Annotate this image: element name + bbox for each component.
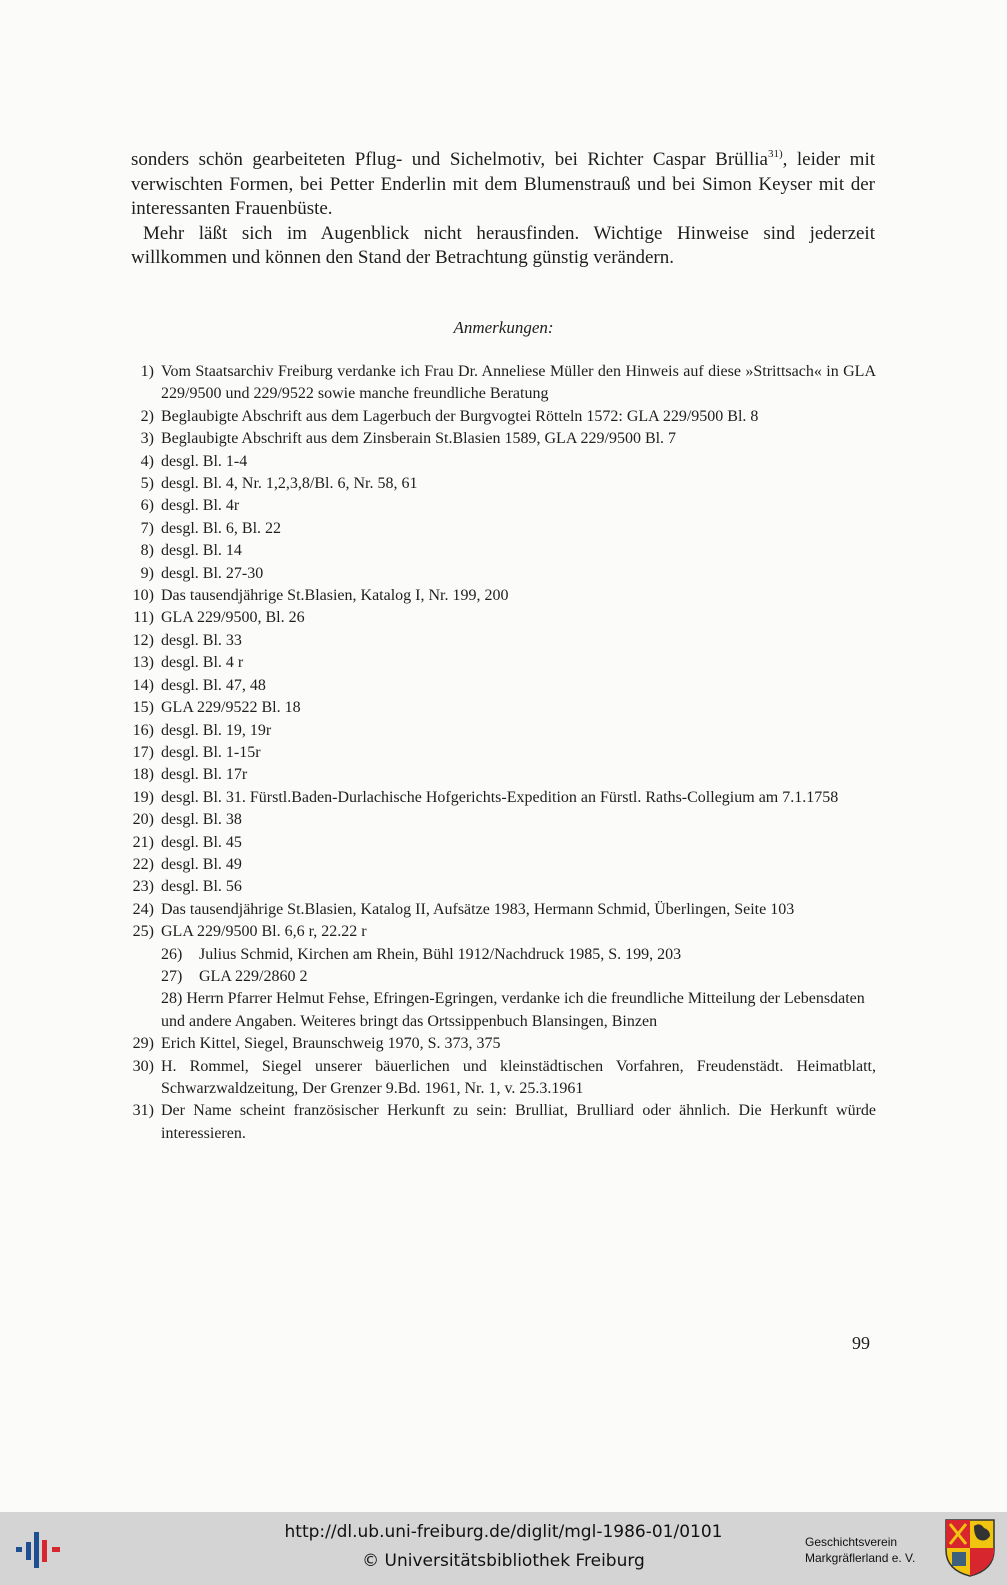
note-text: GLA 229/9500 Bl. 6,6 r, 22.22 r — [161, 923, 367, 941]
note-number: 17) — [132, 743, 154, 761]
note-text: desgl. Bl. 4 r — [161, 654, 244, 672]
note-text: Beglaubigte Abschrift aus dem Zinsberain St.Blasien 1589, GLA 229/9500 Bl. 7 — [161, 430, 677, 448]
note-number: 1) — [140, 363, 154, 380]
note-item — [124, 563, 876, 585]
note-text: desgl. Bl. 4r — [161, 497, 240, 515]
note-text: Beglaubigte Abschrift aus dem Lagerbuch der Burgvogtei Rötteln 1572: GLA 229/9500 Bl. 8 — [161, 407, 759, 425]
note-item — [124, 495, 876, 517]
society-name — [805, 1534, 935, 1566]
note-text: desgl. Bl. 27-30 — [161, 564, 264, 582]
note-item — [124, 966, 876, 988]
note-number: 29) — [132, 1035, 154, 1053]
note-number: 25) — [132, 923, 154, 941]
note-number: 6) — [140, 497, 154, 515]
note-number: 11) — [133, 609, 154, 627]
note-item — [124, 832, 876, 854]
note-item — [124, 540, 876, 562]
note-item — [124, 361, 876, 406]
note-number: 15) — [132, 699, 154, 717]
note-number: 22) — [132, 855, 154, 873]
note-text: Erich Kittel, Siegel, Braunschweig 1970, S. 373, 375 — [161, 1035, 501, 1053]
note-text: Das tausendjährige St.Blasien, Katalog I, Nr. 199, 200 — [161, 587, 509, 605]
note-text: Der Name scheint französischer Herkunft zu sein: Brulliat, Brulliard oder ähnlich. Die Herkunft würde interessieren. — [161, 1102, 876, 1142]
note-text: desgl. Bl. 56 — [161, 878, 242, 896]
note-text: desgl. Bl. 1-4 — [161, 452, 248, 470]
note-text: Julius Schmid, Kirchen am Rhein, Bühl 1912/Nachdruck 1985, S. 199, 203 — [199, 945, 682, 963]
note-number: 30) — [132, 1057, 154, 1075]
note-number: 16) — [132, 721, 154, 739]
coat-of-arms-icon — [944, 1518, 996, 1578]
note-number: 5) — [140, 475, 154, 493]
note-item — [124, 607, 876, 629]
note-number: 21) — [132, 833, 154, 851]
note-text: desgl. Bl. 31. Fürstl.Baden-Durlachische Hofgerichts-Expedition an Fürstl. Raths-Collegium am 7.1.1758 — [161, 788, 839, 806]
footer-url-link[interactable]: http://dl.ub.uni-freiburg.de/diglit/mgl-1986-01/0101 — [284, 1522, 723, 1542]
note-number: 14) — [132, 676, 154, 694]
note-text: desgl. Bl. 49 — [161, 855, 242, 873]
body-text — [131, 148, 875, 271]
note-text: desgl. Bl. 17r — [161, 766, 248, 784]
paragraph-1 — [131, 148, 875, 222]
note-item — [124, 451, 876, 473]
society-name-line2: Markgräflerland e. V. — [805, 1551, 916, 1565]
note-text: H. Rommel, Siegel unserer bäuerlichen und kleinstädtischen Vorfahren, Freudenstädt. Heimatblatt, Schwarzwaldzeitung, Der Grenzer 9.Bd. 1961, Nr. 1, v. 25.3.1961 — [161, 1057, 876, 1097]
note-item — [124, 720, 876, 742]
note-text: Das tausendjährige St.Blasien, Katalog II, Aufsätze 1983, Hermann Schmid, Überlingen, Seite 103 — [161, 900, 795, 918]
note-item — [124, 1033, 876, 1055]
note-number: 8) — [140, 542, 154, 560]
paragraph-1-text: sonders schön gearbeiteten Pflug- und Sichelmotiv, bei Richter Caspar Brüllia — [131, 149, 768, 170]
note-text: desgl. Bl. 38 — [161, 811, 242, 829]
note-item — [124, 921, 876, 943]
note-text: desgl. Bl. 14 — [161, 542, 242, 560]
note-text: desgl. Bl. 6, Bl. 22 — [161, 519, 282, 537]
note-text: GLA 229/2860 2 — [199, 967, 308, 985]
note-number: 24) — [132, 900, 154, 918]
note-number: 10) — [132, 587, 154, 605]
note-item — [124, 473, 876, 495]
note-item — [124, 697, 876, 719]
note-text: GLA 229/9500, Bl. 26 — [161, 609, 305, 627]
note-number: 27) — [161, 967, 183, 985]
paragraph-2: Mehr läßt sich im Augenblick nicht herausfinden. Wichtige Hinweise sind jederzeit willkommen und können den Stand der Betrachtung günstig verändern. — [131, 222, 875, 268]
note-item — [124, 899, 876, 921]
note-text: Herrn Pfarrer Helmut Fehse, Efringen-Egringen, verdanke ich die freundliche Mitteilung der Lebensdaten und andere Angaben. Weiteres bringt das Ortssippenbuch Blansingen, Binzen — [161, 990, 865, 1030]
note-item — [124, 944, 876, 966]
note-number: 3) — [140, 430, 154, 448]
note-number: 28) — [161, 990, 183, 1008]
note-item — [124, 585, 876, 607]
note-item — [124, 764, 876, 786]
footer-copyright: © Universitätsbibliothek Freiburg — [362, 1551, 645, 1571]
page-number: 99 — [852, 1333, 870, 1353]
note-item — [124, 518, 876, 540]
note-number: 20) — [132, 811, 154, 829]
note-item — [124, 630, 876, 652]
note-number: 12) — [132, 631, 154, 649]
note-item — [124, 854, 876, 876]
note-text: desgl. Bl. 19, 19r — [161, 721, 272, 739]
note-item — [124, 406, 876, 428]
note-item — [124, 652, 876, 674]
note-number: 26) — [161, 945, 183, 963]
notes-heading: Anmerkungen: — [453, 318, 554, 337]
footnote-ref-31: 31) — [767, 148, 783, 160]
note-text: desgl. Bl. 1-15r — [161, 743, 261, 761]
note-number: 2) — [140, 407, 154, 425]
note-number: 7) — [140, 519, 154, 537]
note-item — [124, 787, 876, 809]
note-item — [124, 876, 876, 898]
note-item — [124, 428, 876, 450]
society-name-line1: Geschichtsverein — [805, 1535, 898, 1549]
note-text: desgl. Bl. 4, Nr. 1,2,3,8/Bl. 6, Nr. 58, 61 — [161, 475, 418, 493]
footer-bar — [0, 1512, 1007, 1585]
note-number: 4) — [140, 452, 154, 470]
note-number: 23) — [132, 878, 154, 896]
note-number: 13) — [132, 654, 154, 672]
note-item — [124, 1056, 876, 1101]
note-item — [124, 1100, 876, 1145]
note-item — [124, 809, 876, 831]
note-item — [161, 988, 876, 1033]
note-item — [124, 742, 876, 764]
note-item — [124, 675, 876, 697]
note-text: Vom Staatsarchiv Freiburg verdanke ich Frau Dr. Anneliese Müller den Hinweis auf diese »Strittsach« in GLA 229/9500 und 229/9522 sowie manche freundliche Beratung — [161, 363, 876, 403]
note-number: 19) — [132, 788, 154, 806]
note-number: 31) — [132, 1102, 154, 1120]
note-text: GLA 229/9522 Bl. 18 — [161, 699, 301, 717]
note-text: desgl. Bl. 33 — [161, 631, 242, 649]
note-text: desgl. Bl. 45 — [161, 833, 242, 851]
note-text: desgl. Bl. 47, 48 — [161, 676, 266, 694]
paragraph-1-text-cont: , leider mit verwischten Formen, bei Petter Enderlin mit dem Blumenstrauß und bei Simon Keyser mit der interessanten Frauenbüste. — [131, 149, 875, 219]
note-number: 9) — [140, 564, 154, 582]
note-number: 18) — [132, 766, 154, 784]
notes-list — [124, 361, 876, 1145]
